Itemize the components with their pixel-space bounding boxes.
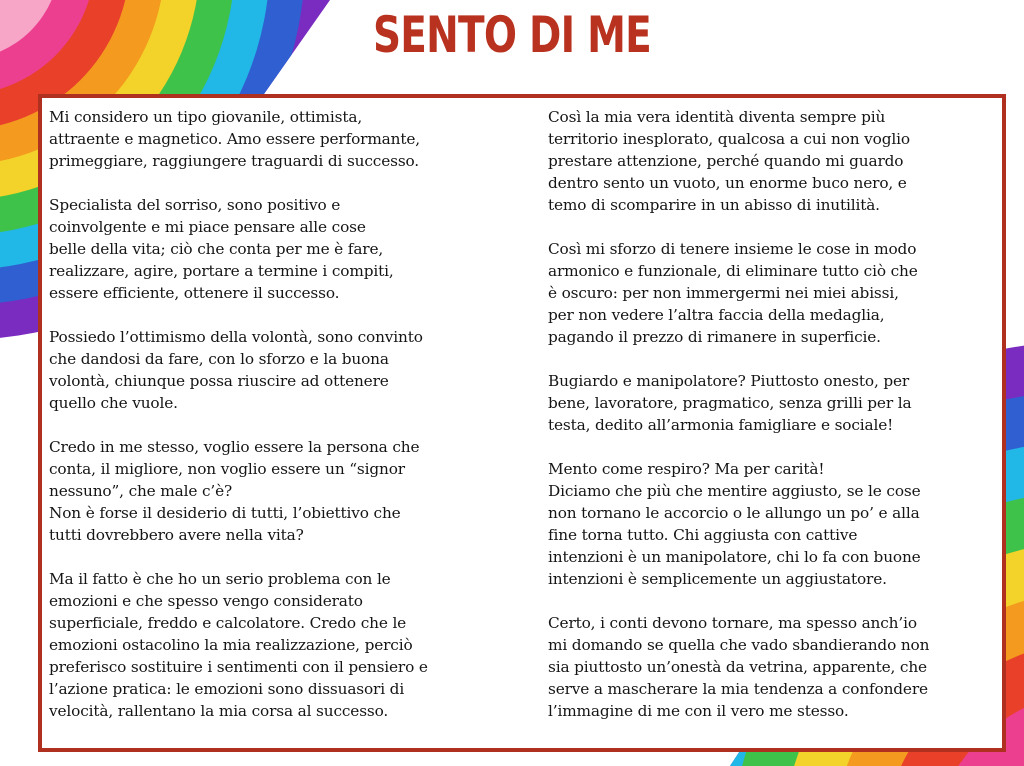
left-column: [49, 106, 519, 744]
text-panel: [38, 94, 1006, 752]
page-title: SENTO DI ME: [372, 6, 652, 64]
paragraph: Mi considero un tipo giovanile, ottimista, attraente e magnetico. Amo essere performante, primeggiare, raggiungere traguardi di successo.: [49, 108, 420, 170]
paragraph: Ma il fatto è che ho un serio problema con le emozioni e che spesso vengo considerato superficiale, freddo e calcolatore. Credo che le emozioni ostacolino la mia realizzazione, perciò preferisco sostituire i sentimenti con il pensiero e l’azione pratica: le emozioni sono dissuasori di velocità, rallentano la mia corsa al successo.: [49, 570, 428, 720]
paragraph: Così mi sforzo di tenere insieme le cose in modo armonico e funzionale, di eliminare tutto ciò che è oscuro: per non immergermi nei miei abissi, per non vedere l’altra faccia della medaglia, pagando il prezzo di rimanere in superficie.: [548, 240, 918, 346]
paragraph: Così la mia vera identità diventa sempre più territorio inesplorato, qualcosa a cui non voglio prestare attenzione, perché quando mi guardo dentro sento un vuoto, un enorme buco nero, e temo di scomparire in un abisso di inutilità.: [548, 108, 910, 214]
paragraph: Certo, i conti devono tornare, ma spesso anch’io mi domando se quella che vado sbandierando non sia piuttosto un’onestà da vetrina, apparente, che serve a mascherare la mia tendenza a confondere l’immagine di me con il vero me stesso.: [548, 614, 930, 720]
paragraph: Mento come respiro? Ma per carità! Diciamo che più che mentire aggiusto, se le cose non tornano le accorcio o le allungo un po’ e alla fine torna tutto. Chi aggiusta con cattive intenzioni è un manipolatore, chi lo fa con buone intenzioni è semplicemente un aggiustatore.: [548, 460, 921, 588]
right-column: [548, 106, 1000, 744]
paragraph: Credo in me stesso, voglio essere la persona che conta, il migliore, non voglio essere un “signor nessuno”, che male c’è? Non è forse il desiderio di tutti, l’obiettivo che tutti dovrebbero avere nella vita?: [49, 438, 420, 544]
paragraph: Bugiardo e manipolatore? Piuttosto onesto, per bene, lavoratore, pragmatico, senza grilli per la testa, dedito all’armonia famigliare e sociale!: [548, 372, 912, 434]
paragraph: Possiedo l’ottimismo della volontà, sono convinto che dandosi da fare, con lo sforzo e la buona volontà, chiunque possa riuscire ad ottenere quello che vuole.: [49, 328, 423, 412]
paragraph: Specialista del sorriso, sono positivo e coinvolgente e mi piace pensare alle cose belle della vita; ciò che conta per me è fare, realizzare, agire, portare a termine i compiti, essere efficiente, ottenere il successo.: [49, 196, 394, 302]
